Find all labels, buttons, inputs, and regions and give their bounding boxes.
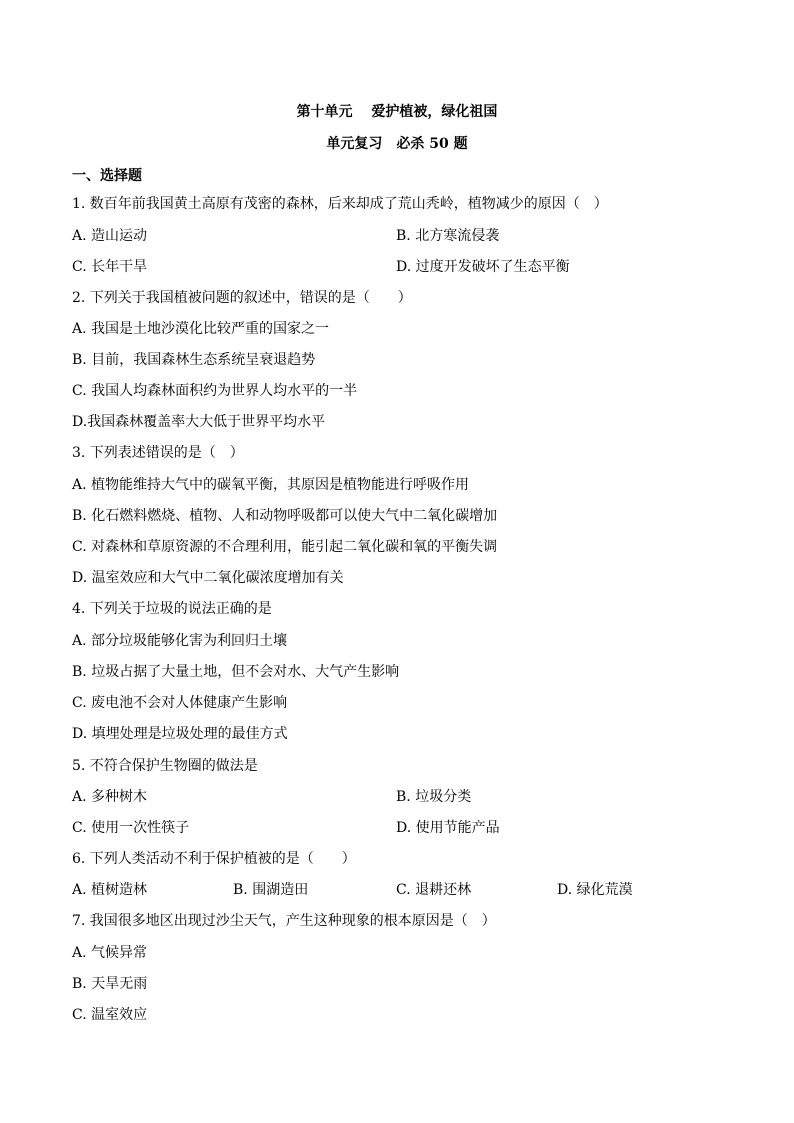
- question-3-stem: 3. 下列表述错误的是（ ）: [72, 445, 244, 461]
- question-6-stem: 6. 下列人类活动不利于保护植被的是（ ）: [72, 851, 356, 867]
- section-heading: 一、选择题: [72, 168, 142, 184]
- question-7-option-a: A. 气候异常: [72, 945, 148, 961]
- question-1-stem: 1. 数百年前我国黄土高原有茂密的森林，后来却成了荒山秃岭，植物减少的原因（ ）: [72, 196, 608, 212]
- question-6-option-a: A. 植树造林: [72, 882, 148, 898]
- question-3-option-a: A. 植物能维持大气中的碳氧平衡，其原因是植物能进行呼吸作用: [72, 477, 470, 493]
- question-3-option-b: B. 化石燃料燃烧、植物、人和动物呼吸都可以使大气中二氧化碳增加: [72, 508, 498, 524]
- question-2-stem: 2. 下列关于我国植被问题的叙述中，错误的是（ ）: [72, 290, 412, 306]
- question-7-option-c: C. 温室效应: [72, 1007, 148, 1023]
- question-5-option-d: D. 使用节能产品: [396, 820, 500, 836]
- question-5-option-a: A. 多种树木: [72, 789, 148, 805]
- question-5-option-b: B. 垃圾分类: [396, 789, 472, 805]
- question-6-option-d: D. 绿化荒漠: [557, 882, 633, 898]
- question-3-option-d: D. 温室效应和大气中二氧化碳浓度增加有关: [72, 570, 344, 586]
- question-5-option-c: C. 使用一次性筷子: [72, 820, 190, 836]
- question-1-option-d: D. 过度开发破坏了生态平衡: [396, 259, 570, 275]
- unit-subtitle: 单元复习 必杀 50 题: [326, 136, 468, 152]
- question-2-option-b: B. 目前，我国森林生态系统呈衰退趋势: [72, 352, 316, 368]
- question-2-option-c: C. 我国人均森林面积约为世界人均水平的一半: [72, 383, 358, 399]
- question-2-option-a: A. 我国是土地沙漠化比较严重的国家之一: [72, 321, 330, 337]
- question-6-option-b: B. 围湖造田: [233, 882, 309, 898]
- question-7-stem: 7. 我国很多地区出现过沙尘天气，产生这种现象的根本原因是（ ）: [72, 913, 496, 929]
- question-5-stem: 5. 不符合保护生物圈的做法是: [72, 758, 258, 774]
- question-4-option-c: C. 废电池不会对人体健康产生影响: [72, 695, 288, 711]
- question-1-option-c: C. 长年干旱: [72, 259, 148, 275]
- question-4-option-d: D. 填埋处理是垃圾处理的最佳方式: [72, 726, 288, 742]
- question-6-option-c: C. 退耕还林: [396, 882, 472, 898]
- question-4-option-a: A. 部分垃圾能够化害为利回归土壤: [72, 633, 288, 649]
- question-7-option-b: B. 天旱无雨: [72, 976, 148, 992]
- question-3-option-c: C. 对森林和草原资源的不合理利用，能引起二氧化碳和氧的平衡失调: [72, 539, 498, 555]
- question-4-option-b: B. 垃圾占据了大量土地，但不会对水、大气产生影响: [72, 664, 400, 680]
- question-1-option-b: B. 北方寒流侵袭: [396, 228, 500, 244]
- question-4-stem: 4. 下列关于垃圾的说法正确的是: [72, 601, 272, 617]
- unit-title: 第十单元 爱护植被，绿化祖国: [296, 104, 498, 120]
- question-1-option-a: A. 造山运动: [72, 228, 148, 244]
- question-2-option-d: D.我国森林覆盖率大大低于世界平均水平: [72, 414, 326, 430]
